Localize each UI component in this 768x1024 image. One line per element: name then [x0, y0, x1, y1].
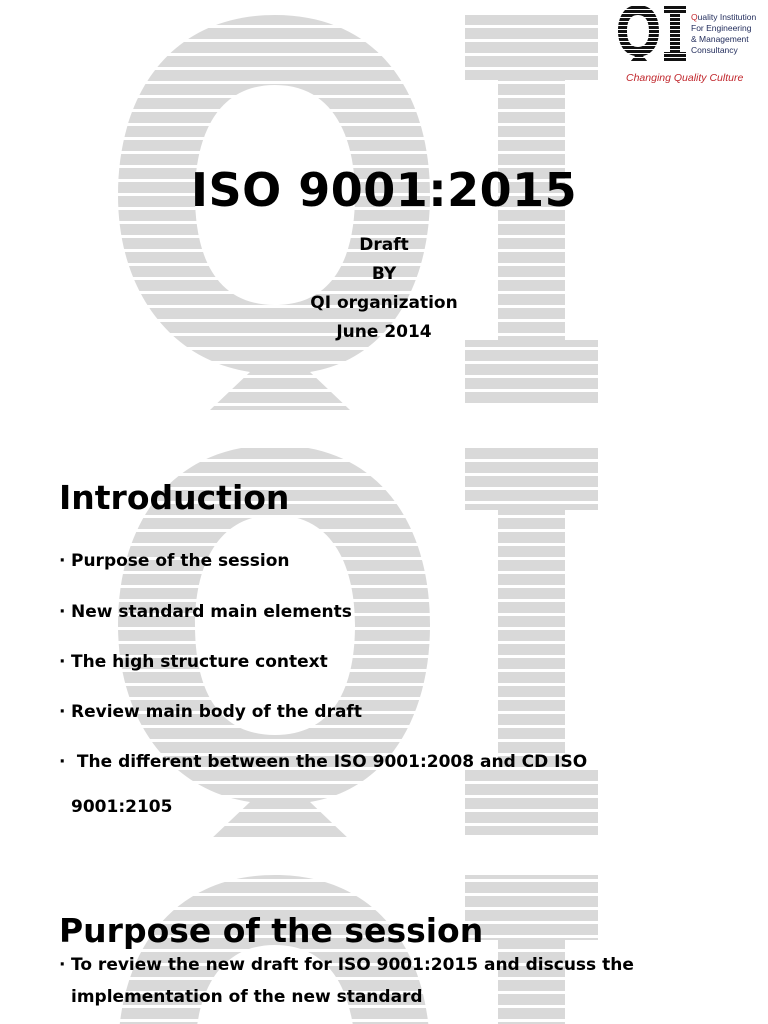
list-item: · The high structure context [59, 652, 328, 672]
list-item-continuation: implementation of the new standard [71, 987, 423, 1007]
list-item: · New standard main elements [59, 602, 352, 622]
introduction-heading: Introduction [59, 478, 290, 517]
logo-line-4: Consultancy [691, 45, 738, 55]
cover-subtitle [0, 231, 768, 347]
purpose-heading: Purpose of the session [59, 911, 484, 950]
cover-line-draft: Draft [359, 235, 409, 255]
cover-line-date: June 2014 [336, 322, 432, 342]
qi-logo [616, 2, 766, 88]
logo-line-3: & Management [691, 34, 749, 44]
page-title: ISO 9001:2015 [190, 163, 578, 217]
logo-line-2: For Engineering [691, 23, 752, 33]
qi-logo-mark [616, 2, 688, 66]
list-item: · Review main body of the draft [59, 702, 362, 722]
list-item: · The different between the ISO 9001:2008 and CD ISO [59, 752, 588, 772]
cover-line-by: BY [371, 264, 397, 284]
logo-line-1: Quality Institution [691, 12, 757, 22]
list-item: · To review the new draft for ISO 9001:2015 and discuss the [59, 955, 634, 975]
list-item-continuation: 9001:2105 [71, 797, 173, 817]
cover-line-org: QI organization [310, 293, 458, 313]
logo-line-1-text: uality Institution [697, 12, 757, 22]
list-item: · Purpose of the session [59, 551, 290, 571]
logo-text [691, 12, 756, 56]
logo-tagline: Changing Quality Culture [626, 72, 744, 84]
